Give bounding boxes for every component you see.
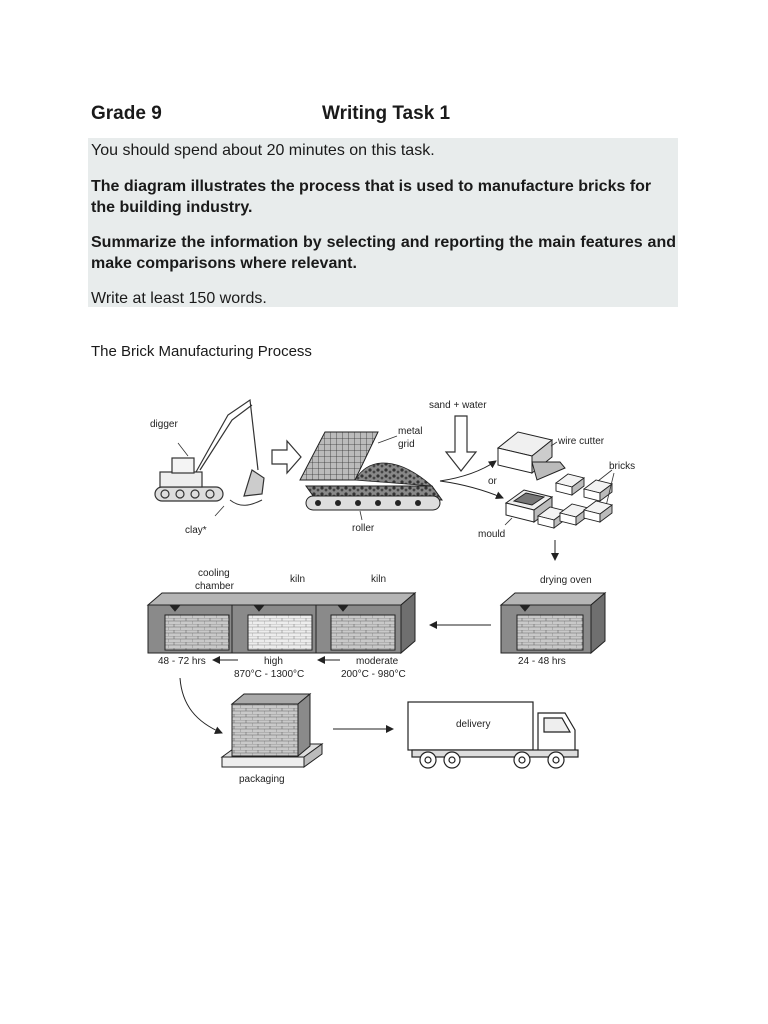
label-dry-time: 24 - 48 hrs [518, 656, 566, 667]
delivery-truck-illustration [408, 702, 578, 768]
label-clay: clay* [185, 525, 207, 536]
label-grid: grid [398, 439, 415, 450]
label-wire-cutter: wire cutter [558, 436, 605, 447]
bricks-top [556, 474, 612, 501]
digger-leader [178, 443, 188, 456]
figure-title: The Brick Manufacturing Process [91, 343, 312, 360]
label-digger: digger [150, 419, 178, 430]
label-moderate-temp: 200°C - 980°C [341, 669, 406, 680]
label-bricks: bricks [609, 461, 636, 472]
label-mould: mould [478, 529, 506, 540]
label-kiln-2: kiln [371, 574, 387, 585]
label-drying-oven: drying oven [540, 575, 592, 586]
label-chamber: chamber [195, 581, 234, 592]
task-heading: Writing Task 1 [322, 103, 451, 124]
label-metal: metal [398, 426, 423, 437]
roller-leader [360, 511, 362, 520]
digger-illustration [155, 400, 264, 505]
label-sand-water: sand + water [429, 400, 487, 411]
word-count-instruction: Write at least 150 words. [91, 290, 267, 307]
wire-cutter-illustration [498, 432, 565, 480]
drying-oven-illustration [501, 593, 605, 653]
label-cooling: cooling [198, 568, 230, 579]
label-cool-time: 48 - 72 hrs [158, 656, 206, 667]
arrow-digger-to-grid [272, 441, 301, 473]
mould-leader [505, 518, 512, 525]
time-instruction: You should spend about 20 minutes on this task. [91, 142, 435, 159]
arrow-sand-water [446, 416, 476, 471]
label-packaging: packaging [239, 774, 285, 785]
arrow-to-packaging [180, 678, 222, 733]
packaging-illustration [222, 694, 322, 767]
label-moderate: moderate [356, 656, 399, 667]
grade-heading: Grade 9 [91, 103, 162, 124]
label-or: or [488, 476, 497, 487]
summarize-instruction: Summarize the information by selecting and reporting the main features and make comparisons where relevant. [91, 234, 676, 272]
label-kiln-1: kiln [290, 574, 306, 585]
clay-leader [215, 506, 224, 516]
label-high: high [264, 656, 283, 667]
diagram-prompt: The diagram illustrates the process that is used to manufacture bricks for the building industry. [91, 178, 652, 216]
label-roller: roller [352, 523, 375, 534]
conveyor-illustration [300, 432, 442, 510]
label-high-temp: 870°C - 1300°C [234, 669, 305, 680]
kiln-chambers-illustration [148, 593, 415, 653]
label-delivery: delivery [456, 719, 491, 730]
grid-leader [378, 436, 397, 443]
